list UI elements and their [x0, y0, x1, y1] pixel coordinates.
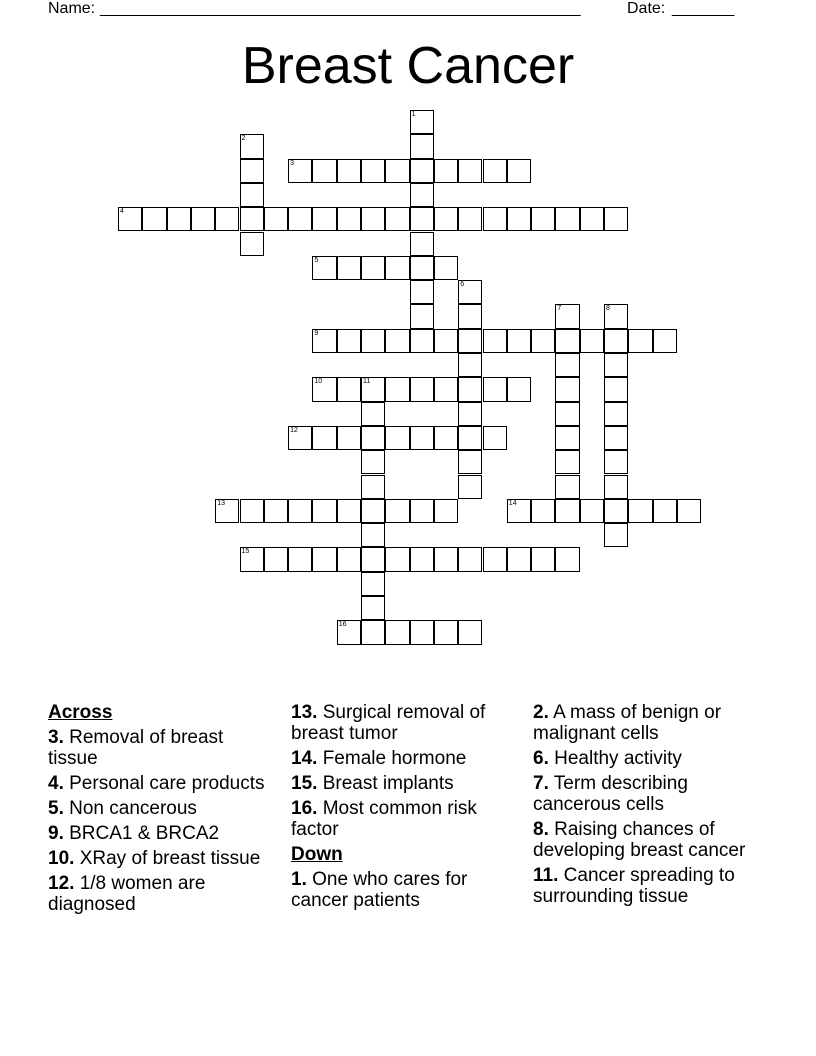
down-heading: Down: [291, 844, 343, 865]
clue-number: 2.: [533, 702, 549, 723]
grid-cell[interactable]: [458, 159, 482, 183]
grid-cell[interactable]: [458, 207, 482, 231]
grid-cell[interactable]: [385, 207, 409, 231]
down-clue-7: [533, 773, 758, 815]
grid-cell[interactable]: [434, 256, 458, 280]
grid-cell[interactable]: [410, 329, 434, 353]
grid-cell[interactable]: [410, 134, 434, 158]
grid-cell[interactable]: [312, 377, 336, 401]
grid-cell[interactable]: [410, 377, 434, 401]
clue-text: Breast implants: [317, 773, 454, 794]
across-clue-12: [48, 873, 273, 915]
clue-text: BRCA1 & BRCA2: [63, 823, 220, 844]
grid-cell[interactable]: [555, 207, 579, 231]
clues-column-1: [48, 702, 273, 919]
grid-cell[interactable]: [215, 499, 239, 523]
grid-cell[interactable]: [361, 256, 385, 280]
grid-cell[interactable]: [653, 329, 677, 353]
clue-number: 16.: [291, 798, 318, 819]
grid-cell[interactable]: [653, 499, 677, 523]
grid-cell[interactable]: [312, 499, 336, 523]
grid-cell[interactable]: [531, 329, 555, 353]
clue-text: Surgical removal of breast tumor: [291, 702, 486, 744]
grid-cell[interactable]: [434, 207, 458, 231]
clue-number: 11.: [533, 865, 559, 886]
grid-cell[interactable]: [458, 620, 482, 644]
grid-cell[interactable]: [361, 572, 385, 596]
grid-cell[interactable]: [361, 426, 385, 450]
clue-number: 3.: [48, 727, 64, 748]
grid-cell[interactable]: [458, 402, 482, 426]
grid-cell[interactable]: [240, 134, 264, 158]
grid-cell[interactable]: [604, 304, 628, 328]
clue-number-label: 1: [411, 111, 416, 118]
grid-cell[interactable]: [410, 620, 434, 644]
grid-cell[interactable]: [458, 329, 482, 353]
grid-cell[interactable]: [410, 499, 434, 523]
clue-text: Female hormone: [317, 748, 467, 769]
grid-cell[interactable]: [312, 329, 336, 353]
clue-number: 12.: [48, 873, 75, 894]
grid-cell[interactable]: [555, 499, 579, 523]
clue-number: 4.: [48, 773, 64, 794]
grid-cell[interactable]: [410, 110, 434, 134]
across-clue-4: [48, 773, 273, 794]
grid-cell[interactable]: [555, 353, 579, 377]
grid-cell[interactable]: [483, 426, 507, 450]
grid-cell[interactable]: [604, 207, 628, 231]
grid-cell[interactable]: [240, 232, 264, 256]
down-clue-8: [533, 819, 758, 861]
down-clue-1: [291, 869, 516, 911]
grid-cell[interactable]: [483, 377, 507, 401]
grid-cell[interactable]: [531, 207, 555, 231]
grid-cell[interactable]: [458, 547, 482, 571]
clue-number-label: 3: [290, 159, 294, 167]
grid-cell[interactable]: [458, 426, 482, 450]
grid-cell[interactable]: [507, 329, 531, 353]
clue-text: 1/8 women are diagnosed: [48, 873, 206, 915]
grid-cell[interactable]: [604, 402, 628, 426]
name-label: Name:: [48, 0, 96, 17]
across-heading: Across: [48, 702, 113, 723]
grid-cell[interactable]: [240, 207, 264, 231]
grid-cell[interactable]: [337, 256, 361, 280]
clue-number: 13.: [291, 702, 318, 723]
clue-text: Personal care products: [63, 773, 265, 794]
grid-cell[interactable]: [604, 523, 628, 547]
grid-cell[interactable]: [458, 353, 482, 377]
grid-cell[interactable]: [555, 450, 579, 474]
grid-cell[interactable]: [410, 426, 434, 450]
grid-cell[interactable]: [361, 402, 385, 426]
grid-cell[interactable]: [580, 207, 604, 231]
clue-number-label: 12: [290, 426, 298, 434]
grid-cell[interactable]: [604, 499, 628, 523]
clue-number-label: 11: [363, 378, 371, 386]
grid-cell[interactable]: [264, 547, 288, 571]
grid-cell[interactable]: [337, 426, 361, 450]
grid-cell[interactable]: [604, 450, 628, 474]
clue-text: Removal of breast tissue: [48, 727, 224, 769]
grid-cell[interactable]: [361, 377, 385, 401]
grid-cell[interactable]: [677, 499, 701, 523]
grid-cell[interactable]: [483, 207, 507, 231]
clue-text: Raising chances of developing breast cancer: [533, 819, 746, 861]
clue-number-label: 10: [314, 378, 323, 386]
grid-cell[interactable]: [385, 256, 409, 280]
clues-column-2: [291, 702, 516, 915]
across-clue-5: [48, 798, 273, 819]
grid-cell[interactable]: [434, 499, 458, 523]
grid-cell[interactable]: [288, 426, 312, 450]
down-clue-11: [533, 865, 758, 907]
grid-cell[interactable]: [385, 547, 409, 571]
grid-cell[interactable]: [361, 499, 385, 523]
grid-cell[interactable]: [555, 547, 579, 571]
grid-cell[interactable]: [361, 475, 385, 499]
grid-cell[interactable]: [580, 499, 604, 523]
grid-cell[interactable]: [118, 207, 142, 231]
grid-cell[interactable]: [264, 499, 288, 523]
grid-cell[interactable]: [385, 499, 409, 523]
grid-cell[interactable]: [604, 475, 628, 499]
grid-cell[interactable]: [483, 159, 507, 183]
date-line[interactable]: _______: [672, 0, 735, 17]
clue-text: Term describing cancerous cells: [533, 773, 688, 815]
across-clue-list: [48, 727, 273, 915]
clue-number: 10.: [48, 848, 75, 869]
grid-cell[interactable]: [555, 426, 579, 450]
clue-number-label: 16: [338, 621, 347, 629]
down-clue-2: [533, 702, 758, 744]
grid-cell[interactable]: [410, 232, 434, 256]
grid-cell[interactable]: [434, 377, 458, 401]
page-title: Breast Cancer: [241, 37, 575, 95]
grid-cell[interactable]: [312, 256, 336, 280]
clues-column-3: [533, 702, 758, 911]
grid-cell[interactable]: [361, 450, 385, 474]
grid-cell[interactable]: [555, 377, 579, 401]
across-clue-3: [48, 727, 273, 769]
clue-number: 1.: [291, 869, 307, 890]
grid-cell[interactable]: [507, 377, 531, 401]
grid-cell[interactable]: [385, 159, 409, 183]
grid-cell[interactable]: [337, 620, 361, 644]
grid-cell[interactable]: [555, 329, 579, 353]
clue-number: 8.: [533, 819, 549, 840]
across-clue-list-continued: [291, 702, 516, 840]
grid-cell[interactable]: [531, 547, 555, 571]
clue-number-label: 9: [314, 329, 319, 337]
grid-cell[interactable]: [410, 547, 434, 571]
grid-cell[interactable]: [580, 329, 604, 353]
grid-cell[interactable]: [142, 207, 166, 231]
grid-cell[interactable]: [312, 426, 336, 450]
clue-text: Cancer spreading to surrounding tissue: [533, 865, 735, 907]
grid-cell[interactable]: [240, 159, 264, 183]
grid-cell[interactable]: [604, 353, 628, 377]
grid-cell[interactable]: [240, 547, 264, 571]
grid-cell[interactable]: [337, 159, 361, 183]
grid-cell[interactable]: [337, 377, 361, 401]
grid-cell[interactable]: [507, 159, 531, 183]
grid-cell[interactable]: [458, 475, 482, 499]
grid-cell[interactable]: [215, 207, 239, 231]
grid-cell[interactable]: [337, 547, 361, 571]
grid-cell[interactable]: [361, 207, 385, 231]
grid-cell[interactable]: [337, 329, 361, 353]
grid-cell[interactable]: [385, 329, 409, 353]
grid-cell[interactable]: [604, 377, 628, 401]
clue-number-label: 5: [314, 256, 319, 264]
across-clue-16: [291, 798, 516, 840]
clue-text: Most common risk factor: [291, 798, 477, 840]
date-label: Date:: [627, 0, 666, 17]
grid-cell[interactable]: [361, 620, 385, 644]
grid-cell[interactable]: [604, 426, 628, 450]
grid-cell[interactable]: [240, 499, 264, 523]
grid-cell[interactable]: [337, 207, 361, 231]
clue-number-label: 13: [217, 499, 225, 507]
grid-cell[interactable]: [288, 159, 312, 183]
grid-cell[interactable]: [507, 499, 531, 523]
down-clue-6: [533, 748, 758, 769]
clue-text: XRay of breast tissue: [74, 848, 261, 869]
grid-cell[interactable]: [312, 547, 336, 571]
clue-text: Healthy activity: [548, 748, 682, 769]
clue-number: 5.: [48, 798, 64, 819]
grid-cell[interactable]: [628, 499, 652, 523]
grid-cell[interactable]: [361, 523, 385, 547]
clue-number-label: 2: [241, 135, 246, 143]
grid-cell[interactable]: [628, 329, 652, 353]
across-clue-14: [291, 748, 516, 769]
down-clue-list-continued: [533, 702, 758, 907]
clue-number: 6.: [533, 748, 549, 769]
across-clue-13: [291, 702, 516, 744]
clue-text: Non cancerous: [63, 798, 197, 819]
clue-number-label: 8: [606, 305, 610, 313]
grid-cell[interactable]: [361, 329, 385, 353]
grid-cell[interactable]: [458, 304, 482, 328]
grid-cell[interactable]: [555, 402, 579, 426]
grid-cell[interactable]: [434, 547, 458, 571]
down-clue-list: [291, 869, 516, 911]
across-clue-15: [291, 773, 516, 794]
grid-cell[interactable]: [312, 207, 336, 231]
grid-cell[interactable]: [410, 256, 434, 280]
across-clue-10: [48, 848, 273, 869]
grid-cell[interactable]: [410, 304, 434, 328]
grid-cell[interactable]: [483, 547, 507, 571]
grid-cell[interactable]: [264, 207, 288, 231]
clue-number: 9.: [48, 823, 64, 844]
grid-cell[interactable]: [434, 426, 458, 450]
clue-number: 15.: [291, 773, 318, 794]
grid-cell[interactable]: [531, 499, 555, 523]
grid-cell[interactable]: [507, 207, 531, 231]
grid-cell[interactable]: [483, 329, 507, 353]
name-line[interactable]: ______________________________________________________: [100, 0, 581, 17]
clue-text: A mass of benign or malignant cells: [533, 702, 722, 744]
grid-cell[interactable]: [288, 207, 312, 231]
grid-cell[interactable]: [410, 207, 434, 231]
grid-cell[interactable]: [361, 547, 385, 571]
clue-number-label: 4: [120, 208, 124, 216]
clue-number: 7.: [533, 773, 549, 794]
grid-cell[interactable]: [361, 159, 385, 183]
clue-text: One who cares for cancer patients: [291, 869, 468, 911]
clue-number-label: 15: [241, 548, 250, 556]
grid-cell[interactable]: [167, 207, 191, 231]
grid-cell[interactable]: [240, 183, 264, 207]
grid-cell[interactable]: [410, 159, 434, 183]
grid-cell[interactable]: [555, 304, 579, 328]
grid-cell[interactable]: [458, 280, 482, 304]
grid-cell[interactable]: [312, 159, 336, 183]
grid-cell[interactable]: [410, 280, 434, 304]
grid-cell[interactable]: [555, 475, 579, 499]
grid-cell[interactable]: [385, 620, 409, 644]
grid-cell[interactable]: [507, 547, 531, 571]
grid-cell[interactable]: [434, 620, 458, 644]
grid-cell[interactable]: [410, 183, 434, 207]
grid-cell[interactable]: [604, 329, 628, 353]
grid-cell[interactable]: [337, 499, 361, 523]
grid-cell[interactable]: [434, 159, 458, 183]
grid-cell[interactable]: [385, 377, 409, 401]
grid-cell[interactable]: [458, 377, 482, 401]
grid-cell[interactable]: [361, 596, 385, 620]
grid-cell[interactable]: [288, 499, 312, 523]
grid-cell[interactable]: [458, 450, 482, 474]
grid-cell[interactable]: [385, 426, 409, 450]
clue-number-label: 7: [557, 305, 562, 313]
clue-number: 14.: [291, 748, 318, 769]
grid-cell[interactable]: [434, 329, 458, 353]
grid-cell[interactable]: [288, 547, 312, 571]
clue-number-label: 14: [508, 499, 517, 507]
across-clue-9: [48, 823, 273, 844]
grid-cell[interactable]: [191, 207, 215, 231]
clue-number-label: 6: [460, 281, 465, 289]
